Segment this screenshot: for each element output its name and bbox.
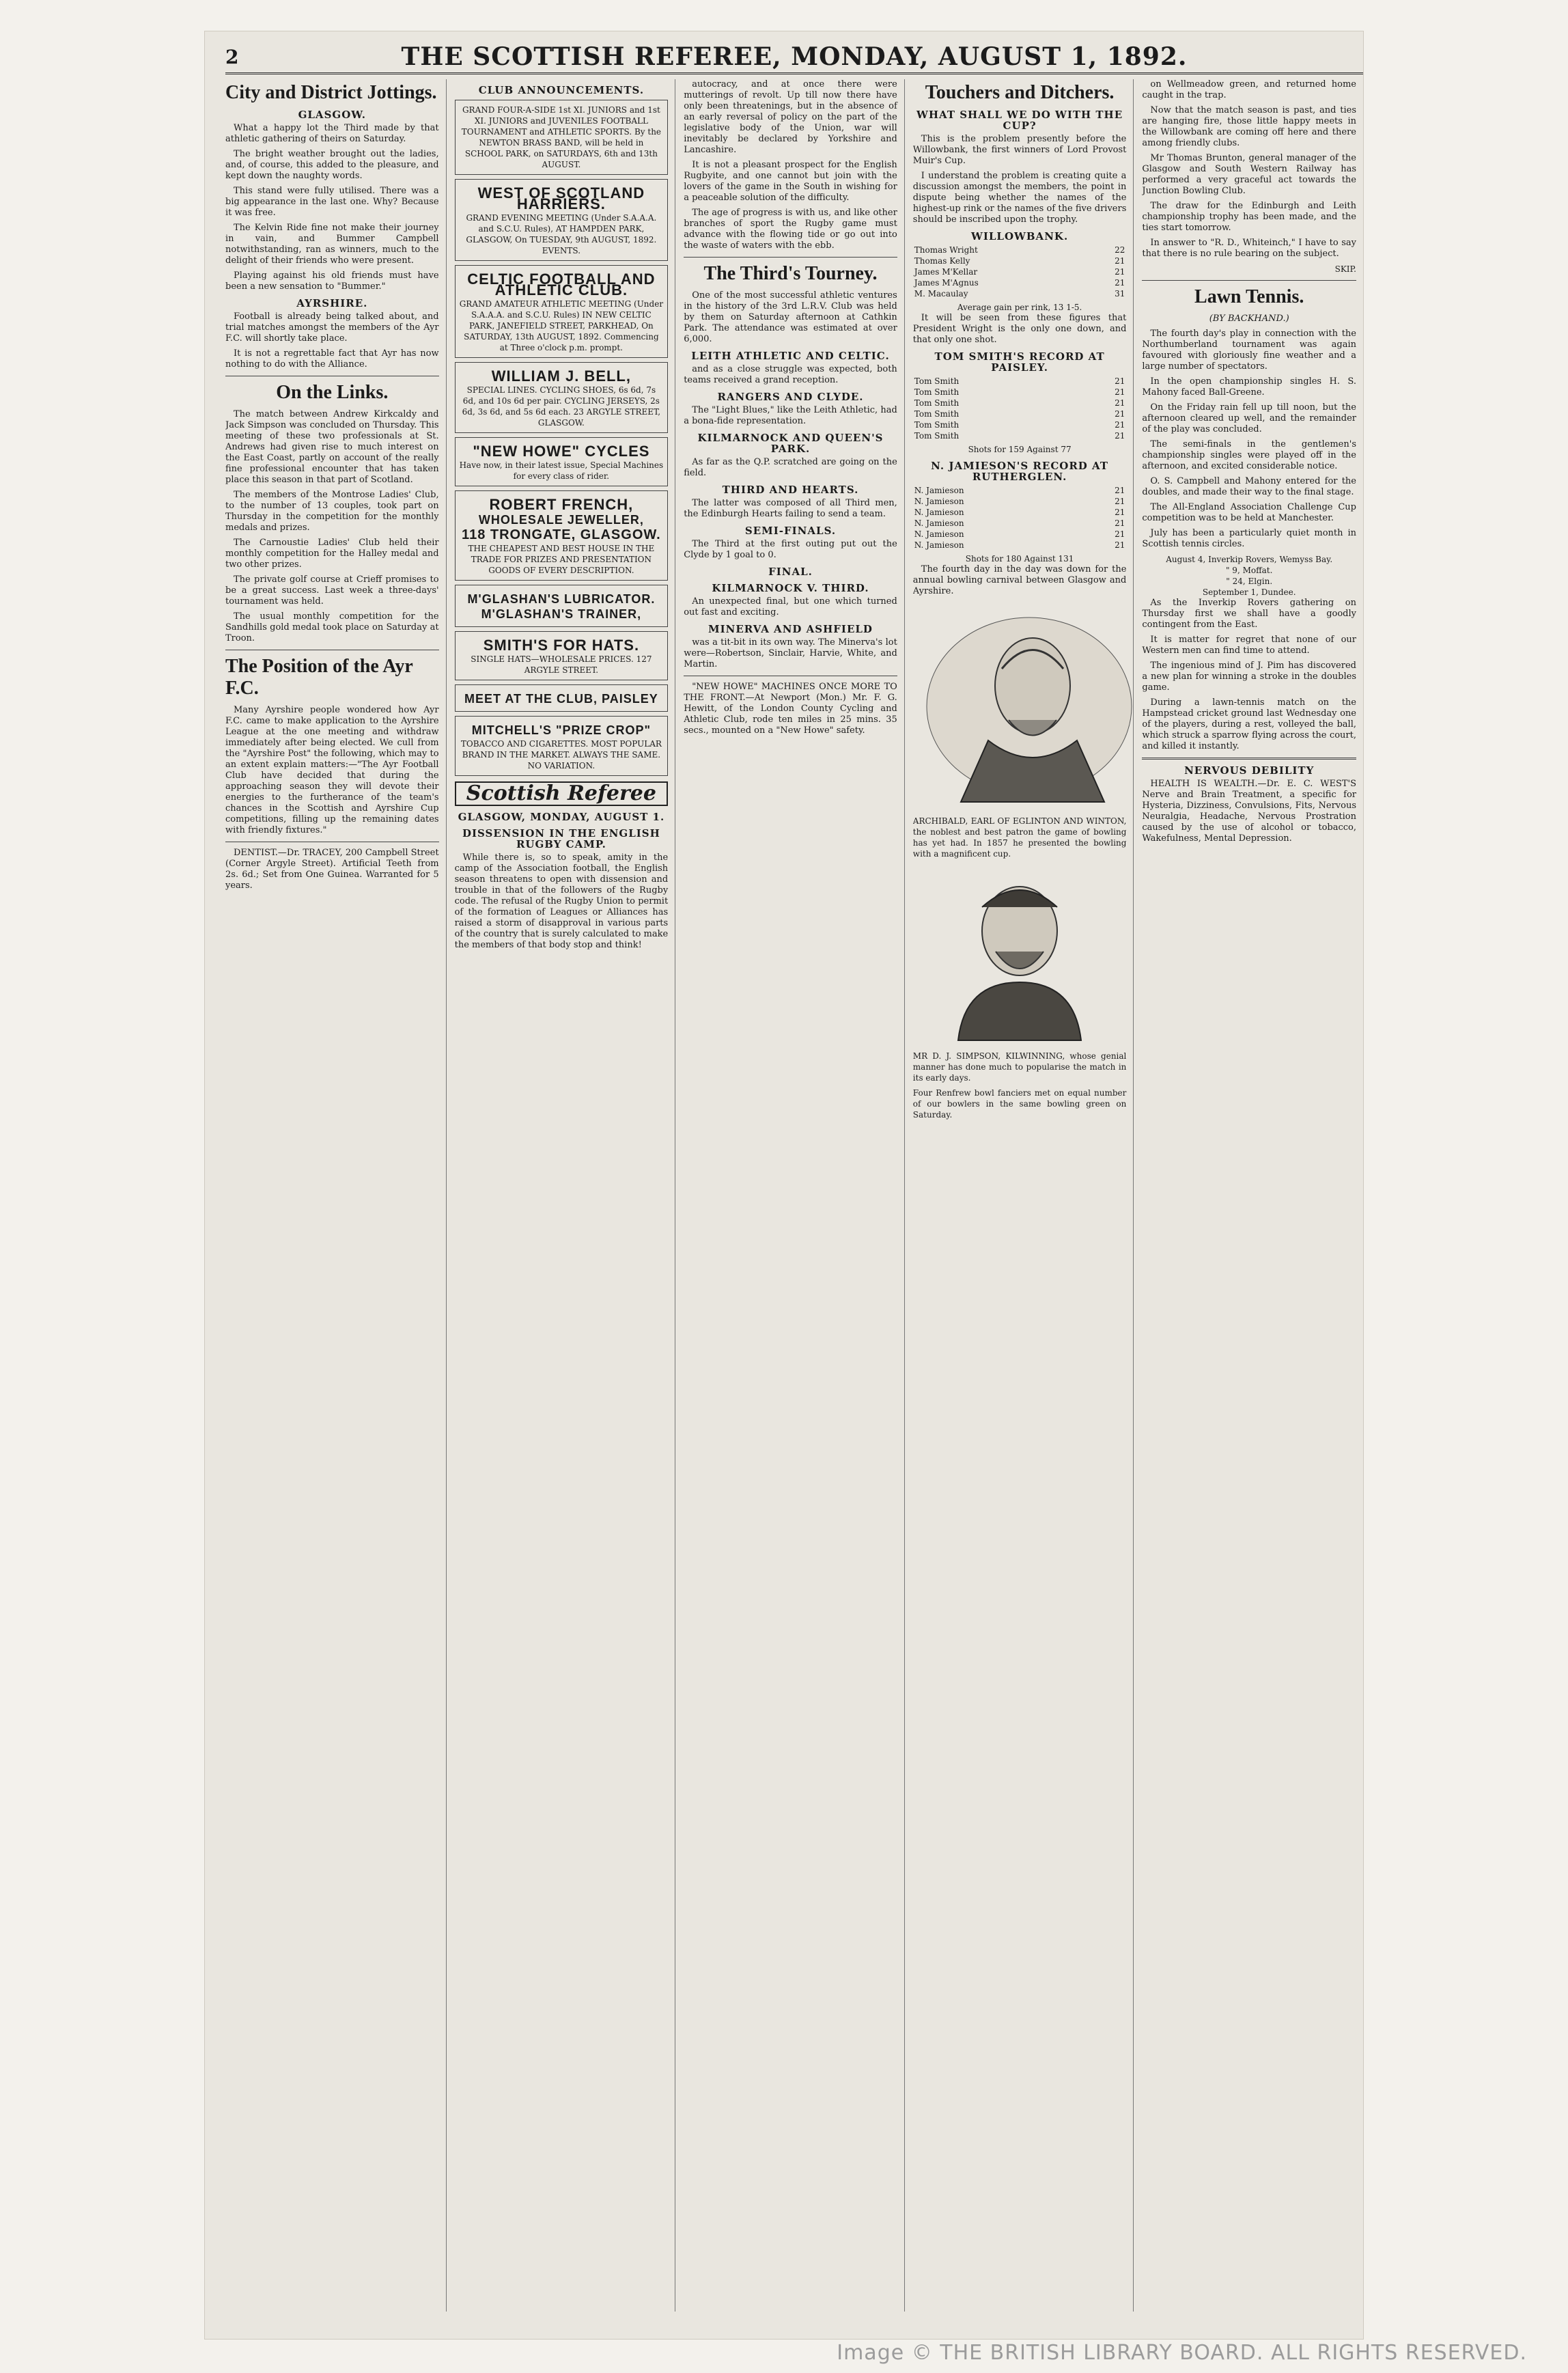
- fixture-list: [1142, 554, 1356, 598]
- divider: [684, 257, 897, 258]
- table-title-tom-smith: TOM SMITH'S RECORD AT PAISLEY.: [934, 350, 1105, 374]
- table-cell-name: M. Macaulay: [914, 289, 968, 299]
- table-cell-score: 31: [1115, 289, 1125, 299]
- table-cell-name: Tom Smith: [914, 387, 960, 397]
- article-paragraph: The private golf course at Crieff promises to be a great success. Last week a three-days' tournament was held.: [225, 574, 439, 607]
- ad-celtic: CELTIC FOOTBALL AND ATHLETIC CLUB. GRAND AMATEUR ATHLETIC MEETING (Under S.A.A.A. and S.C.U. Rules) IN NEW CELTIC PARK, JANEFIELD STREET, PARKHEAD, On SATURDAY, 13th AUGUST, 1892. Commencing at Three o'clock p.m. prompt.: [455, 265, 669, 358]
- table-cell-name: James M'Agnus: [914, 278, 979, 288]
- ad-tournament: GRAND FOUR-A-SIDE 1st XI. JUNIORS and 1st XI. JUNIORS and JUVENILES FOOTBALL TOURNAMENT and ATHLETIC SPORTS. By the NEWTON BRASS BAND, will be held in SCHOOL PARK, on SATURDAYS, 6th and 13th AUGUST.: [455, 100, 669, 175]
- article-paragraph: The "Light Blues," like the Leith Athletic, had a bona-fide representation.: [684, 405, 897, 426]
- article-paragraph: One of the most successful athletic ventures in the history of the 3rd L.R.V. Club was held by them on Saturday afternoon at Cathkin Park. The attendance was estimated at over 6,000.: [684, 290, 897, 344]
- article-paragraph: The ingenious mind of J. Pim has discovered a new plan for winning a stroke in the doubles game.: [1142, 661, 1356, 693]
- table-row: [913, 245, 1127, 255]
- article-paragraph: The usual monthly competition for the Sandhills gold medal took place on Saturday at Troon.: [225, 611, 439, 643]
- subhead-rangers-clyde: RANGERS AND CLYDE.: [717, 391, 864, 403]
- table-row: [913, 507, 1127, 518]
- table-cell-score: 21: [1115, 256, 1125, 266]
- article-paragraph: on Wellmeadow green, and returned home caught in the trap.: [1142, 79, 1356, 100]
- article-paragraph: Playing against his old friends must have been a new sensation to "Bummer.": [225, 270, 439, 292]
- article-paragraph: The age of progress is with us, and like other branches of sport the Rugby game must advance with the flowing tide or go out into the waste of waters with the ebb.: [684, 208, 897, 251]
- ad-harriers: WEST OF SCOTLAND HARRIERS. GRAND EVENING MEETING (Under S.A.A.A. and S.C.U. Rules), AT HAMPDEN PARK, GLASGOW, On TUESDAY, 9th AUGUST, 1892. EVENTS.: [455, 179, 669, 261]
- article-paragraph: Mr Thomas Brunton, general manager of the Glasgow and South Western Railway has performed a very graceful act towards the Junction Bowling Club.: [1142, 153, 1356, 196]
- headline-thirds-tourney: The Third's Tourney.: [703, 263, 878, 284]
- article-paragraph: This stand were fully utilised. There was a big appearance in the last one. Why? Because it was free.: [225, 186, 439, 218]
- masthead: [225, 41, 1363, 74]
- article-paragraph: As far as the Q.P. scratched are going on the field.: [684, 457, 897, 478]
- ad-william-bell: WILLIAM J. BELL, SPECIAL LINES. CYCLING SHOES, 6s 6d, 7s 6d, and 10s 6d per pair. CYCLING JERSEYS, 2s 6d, 3s 6d, and 5s 6d each. 23 ARGYLE STREET, GLASGOW.: [455, 362, 669, 433]
- article-paragraph: Many Ayrshire people wondered how Ayr F.C. came to make application to the Ayrshire League at the one meeting and withdraw immediately after being elected. We cull from the "Ayrshire Post" the following, which may to an extent explain matters:—"The Ayr Football Club have decided that during the approaching season they will devote their energies to the furtherance of the team's chances in the Scottish and Ayrshire Cup competitions, filling up the remaining dates with friendly fixtures.": [225, 705, 439, 835]
- article-paragraph: It is not a regrettable fact that Ayr has now nothing to do with the Alliance.: [225, 348, 439, 370]
- ad-dentist: DENTIST.—Dr. TRACEY, 200 Campbell Street (Corner Argyle Street). Artificial Teeth from 2s. 6d.; Set from One Guinea. Warranted for 5 years.: [225, 848, 439, 891]
- table-cell-name: Thomas Wright: [914, 245, 978, 255]
- willowbank-table: [913, 245, 1127, 299]
- article-paragraph: An unexpected final, but one which turned out fast and exciting.: [684, 596, 897, 617]
- club-announcements-title: CLUB ANNOUNCEMENTS.: [478, 84, 645, 96]
- signature: SKIP.: [1334, 264, 1356, 274]
- table-cell-name: Tom Smith: [914, 420, 960, 430]
- table-row: [913, 387, 1127, 398]
- ad-meet-club: MEET AT THE CLUB, PAISLEY: [455, 684, 669, 712]
- newspaper-title: THE SCOTTISH REFEREE, MONDAY, AUGUST 1, 1892.: [401, 42, 1188, 71]
- article-paragraph: was a tit-bit in its own way. The Minerva's lot were—Robertson, Sinclair, Harvie, White, and Martin.: [684, 637, 897, 669]
- table-cell-score: 21: [1115, 486, 1125, 495]
- table-cell-score: 21: [1115, 431, 1125, 441]
- table-cell-name: Tom Smith: [914, 398, 960, 408]
- copyright-watermark: Image © THE BRITISH LIBRARY BOARD. ALL RIGHTS RESERVED.: [837, 2340, 1527, 2365]
- tom-smith-table: [913, 376, 1127, 441]
- article-paragraph: The fourth day in the day was down for the annual bowling carnival between Glasgow and Ayrshire.: [912, 564, 1127, 596]
- article-paragraph: This is the problem presently before the Willowbank, the first winners of Lord Provost Muir's Cup.: [912, 134, 1127, 166]
- table-cell-score: 22: [1115, 245, 1125, 255]
- article-paragraph: O. S. Campbell and Mahony entered for the doubles, and made their way to the final stage.: [1142, 476, 1356, 497]
- table-cell-name: N. Jamieson: [914, 497, 964, 506]
- list-item: " 24, Elgin.: [1226, 577, 1273, 586]
- table-row: [913, 408, 1127, 419]
- headline-ayr-fc: The Position of the Ayr F.C.: [225, 656, 413, 699]
- article-paragraph: The match between Andrew Kirkcaldy and Jack Simpson was concluded on Thursday. This meeting of these two professionals at St. Andrews had given rise to much interest on the East Coast, partly on account of the really fine professional encounter that has taken place this season in that part of Scotland.: [225, 409, 439, 485]
- table-cell-name: N. Jamieson: [914, 540, 964, 550]
- column-2: [455, 79, 676, 2312]
- table-cell-score: 21: [1115, 420, 1125, 430]
- article-paragraph: autocracy, and at once there were mutterings of revolt. Up till now there have only been threatenings, but in the absence of an early reversal of policy on the part of the legislative body of the Union, war will inevitably be declared by Yorkshire and Lancashire.: [684, 79, 897, 155]
- table-cell-score: 21: [1115, 508, 1125, 517]
- article-paragraph: The Kelvin Ride fine not make their journey in vain, and Bummer Campbell notwithstanding, ran as winners, much to the delight of their friends who were present.: [225, 223, 439, 266]
- article-paragraph: HEALTH IS WEALTH.—Dr. E. C. WEST'S Nerve and Brain Treatment, a specific for Hysteria, Dizziness, Convulsions, Fits, Nervous Neuralgia, Headache, Nervous Prostration caused by the use of alcohol or tobacco, Wakefulness, Mental Depression.: [1142, 779, 1356, 844]
- table-row: [913, 540, 1127, 551]
- table-note: Shots for 180 Against 131: [965, 554, 1074, 564]
- subhead-kilmarnock-third: KILMARNOCK V. THIRD.: [712, 582, 869, 594]
- subhead-ayrshire: AYRSHIRE.: [296, 297, 368, 309]
- ad-mglashan: M'GLASHAN'S LUBRICATOR. M'GLASHAN'S TRAINER,: [455, 585, 669, 627]
- headline-on-the-links: On the Links.: [276, 382, 389, 403]
- article-paragraph: It is not a pleasant prospect for the English Rugbyite, and one cannot but join with the lovers of the game in the South in wishing for a peaceable solution of the difficulty.: [684, 160, 897, 203]
- ad-mitchells: MITCHELL'S "PRIZE CROP" TOBACCO AND CIGARETTES. MOST POPULAR BRAND IN THE MARKET. ALWAYS THE SAME. NO VARIATION.: [455, 716, 669, 776]
- article-paragraph: As the Inverkip Rovers gathering on Thursday first we shall have a goodly contingent from the East.: [1142, 598, 1356, 630]
- portrait-caption: Four Renfrew bowl fanciers met on equal number of our bowlers in the same bowling green on Saturday.: [912, 1088, 1127, 1120]
- table-row: [913, 430, 1127, 441]
- list-item: " 9, Moffat.: [1225, 566, 1273, 575]
- table-row: [913, 419, 1127, 430]
- article-paragraph: The bright weather brought out the ladies, and, of course, this added to the pleasure, and kept down the naughty words.: [225, 149, 439, 181]
- table-cell-name: Tom Smith: [914, 409, 960, 419]
- ad-robert-french: ROBERT FRENCH, WHOLESALE JEWELLER, 118 TRONGATE, GLASGOW. THE CHEAPEST AND BEST HOUSE IN THE TRADE FOR PRIZES AND PRESENTATION GOODS OF EVERY DESCRIPTION.: [455, 490, 669, 581]
- table-note: Shots for 159 Against 77: [968, 445, 1072, 454]
- portrait-caption: MR D. J. SIMPSON, KILWINNING, whose genial manner has done much to popularise the match in its early days.: [912, 1051, 1127, 1083]
- table-row: [913, 496, 1127, 507]
- list-item: August 4, Inverkip Rovers, Wemyss Bay.: [1166, 555, 1333, 564]
- ad-smiths-hats: SMITH'S FOR HATS. SINGLE HATS—WHOLESALE PRICES. 127 ARGYLE STREET.: [455, 631, 669, 680]
- ad-new-howe: "NEW HOWE" CYCLES Have now, in their latest issue, Special Machines for every class of rider.: [455, 437, 669, 486]
- article-paragraph: During a lawn-tennis match on the Hampstead cricket ground last Wednesday one of the players, during a rest, volleyed the ball, which struck a sparrow flying across the court, and killed it instantly.: [1142, 697, 1356, 751]
- dateline: GLASGOW, MONDAY, AUGUST 1.: [458, 811, 665, 823]
- subhead-third-hearts: THIRD AND HEARTS.: [722, 484, 859, 496]
- table-cell-score: 21: [1115, 409, 1125, 419]
- subhead-glasgow: GLASGOW.: [298, 109, 367, 121]
- article-paragraph: and as a close struggle was expected, both teams received a grand reception.: [684, 364, 897, 385]
- table-row: [913, 277, 1127, 288]
- portrait-simpson: [917, 866, 1122, 1044]
- table-title-willowbank: WILLOWBANK.: [971, 230, 1069, 242]
- table-title-jamieson: N. JAMIESON'S RECORD AT RUTHERGLEN.: [931, 460, 1108, 483]
- article-paragraph: The Carnoustie Ladies' Club held their monthly competition for the Halley medal and two other prizes.: [225, 538, 439, 570]
- page-number: 2: [225, 45, 239, 68]
- subhead-final: FINAL.: [768, 566, 813, 578]
- article-paragraph: I understand the problem is creating quite a discussion amongst the members, the point in dispute being whether the names of the highest-up rink or the names of the five drivers should be inscribed upon the trophy.: [912, 171, 1127, 225]
- table-cell-name: Thomas Kelly: [914, 256, 970, 266]
- table-cell-score: 21: [1115, 398, 1125, 408]
- column-4: [913, 79, 1134, 2312]
- subhead-kilmarnock-qp: KILMARNOCK AND QUEEN'S PARK.: [697, 432, 884, 455]
- list-item: September 1, Dundee.: [1202, 587, 1296, 597]
- table-cell-score: 21: [1115, 267, 1125, 277]
- headline-city-district: City and District Jottings.: [225, 82, 437, 103]
- table-cell-score: 21: [1115, 497, 1125, 506]
- column-1: [225, 79, 447, 2312]
- table-cell-name: Tom Smith: [914, 431, 960, 441]
- footer: [0, 2332, 1568, 2373]
- table-cell-name: N. Jamieson: [914, 508, 964, 517]
- column-5: [1142, 79, 1363, 2312]
- table-row: [913, 376, 1127, 387]
- table-row: [913, 529, 1127, 540]
- article-paragraph: The latter was composed of all Third men, the Edinburgh Hearts failing to send a team.: [684, 498, 897, 519]
- article-paragraph: The draw for the Edinburgh and Leith championship trophy has been made, and the ties start tomorrow.: [1142, 201, 1356, 233]
- article-paragraph: The fourth day's play in connection with the Northumberland tournament was again favoured with gloriously fine weather and a large number of spectators.: [1142, 329, 1356, 372]
- scottish-referee-logo: Scottish Referee: [455, 781, 669, 806]
- divider: [1142, 280, 1356, 281]
- article-paragraph: Football is already being talked about, and trial matches amongst the members of the Ayr F.C. will shortly take place.: [225, 311, 439, 344]
- table-cell-score: 21: [1115, 387, 1125, 397]
- table-row: [913, 398, 1127, 408]
- divider: [1142, 758, 1356, 760]
- column-3: [684, 79, 905, 2312]
- subhead-cup: WHAT SHALL WE DO WITH THE CUP?: [916, 109, 1123, 132]
- table-row: [913, 266, 1127, 277]
- table-cell-score: 21: [1115, 529, 1125, 539]
- table-cell-name: Tom Smith: [914, 376, 960, 386]
- headline-dissension: DISSENSION IN THE ENGLISH RUGBY CAMP.: [462, 827, 660, 850]
- jamieson-table: [913, 485, 1127, 551]
- table-cell-score: 21: [1115, 376, 1125, 386]
- table-cell-name: James M'Kellar: [914, 267, 978, 277]
- article-paragraph: It will be seen from these figures that President Wright is the only one down, and that only one shot.: [912, 313, 1127, 345]
- table-row: [913, 518, 1127, 529]
- article-paragraph: "NEW HOWE" MACHINES ONCE MORE TO THE FRONT.—At Newport (Mon.) Mr. F. G. Hewitt, of the London County Cycling and Athletic Club, rode ten miles in 25 mins. 35 secs., mounted on a "New Howe" safety.: [684, 682, 897, 736]
- article-paragraph: The semi-finals in the gentlemen's championship singles were played off in the afternoon, and excited considerable notice.: [1142, 439, 1356, 471]
- table-cell-score: 21: [1115, 540, 1125, 550]
- table-note: Average gain per rink, 13 1-5.: [957, 303, 1082, 312]
- article-paragraph: Now that the match season is past, and ties are hanging fire, those little happy meets in the Willowbank are coming off here and there among friendly clubs.: [1142, 105, 1356, 148]
- headline-lawn-tennis: Lawn Tennis.: [1194, 286, 1304, 307]
- subhead-semi-finals: SEMI-FINALS.: [744, 525, 837, 537]
- article-paragraph: It is matter for regret that none of our Western men can find time to attend.: [1142, 635, 1356, 656]
- portrait-earl-eglinton: [913, 604, 1134, 809]
- article-paragraph: In answer to "R. D., Whiteinch," I have to say that there is no rule bearing on the subject.: [1142, 238, 1356, 259]
- table-row: [913, 288, 1127, 299]
- subhead-leith-celtic: LEITH ATHLETIC AND CELTIC.: [691, 350, 890, 362]
- article-paragraph: On the Friday rain fell up till noon, but the afternoon cleared up well, and the remainder of the play was concluded.: [1142, 402, 1356, 434]
- table-cell-name: N. Jamieson: [914, 486, 964, 495]
- table-cell-name: N. Jamieson: [914, 529, 964, 539]
- article-paragraph: In the open championship singles H. S. Mahony faced Ball-Greene.: [1142, 376, 1356, 398]
- article-paragraph: What a happy lot the Third made by that athletic gathering of theirs on Saturday.: [225, 123, 439, 144]
- portrait-caption: ARCHIBALD, EARL OF EGLINTON AND WINTON, the noblest and best patron the game of bowling has yet had. In 1857 he presented the bowling with a magnificent cup.: [912, 816, 1127, 859]
- table-row: [913, 485, 1127, 496]
- columns: [225, 79, 1363, 2312]
- headline-touchers-ditchers: Touchers and Ditchers.: [925, 82, 1115, 103]
- article-paragraph: The members of the Montrose Ladies' Club, to the number of 13 couples, took part on Thursday in the competition for the monthly medals and prizes.: [225, 490, 439, 533]
- article-paragraph: While there is, so to speak, amity in the camp of the Association football, the English season threatens to open with dissension and trouble in that of the followers of the Rugby code. The refusal of the Rugby Union to permit of the formation of Leagues or Alliances has raised a storm of disapproval in various parts of the country that is surely calculated to make the members of that body stop and think!: [454, 852, 669, 950]
- table-cell-score: 21: [1115, 278, 1125, 288]
- subhead-minerva-ashfield: MINERVA AND ASHFIELD: [708, 623, 873, 635]
- table-cell-name: N. Jamieson: [914, 518, 964, 528]
- subhead-nervous-debility: NERVOUS DEBILITY: [1184, 764, 1315, 777]
- table-cell-score: 21: [1115, 518, 1125, 528]
- byline: (BY BACKHAND.): [1209, 314, 1289, 324]
- article-paragraph: The Third at the first outing put out the Clyde by 1 goal to 0.: [684, 539, 897, 560]
- table-row: [913, 255, 1127, 266]
- article-paragraph: The All-England Association Challenge Cup competition was to be held at Manchester.: [1142, 502, 1356, 523]
- article-paragraph: July has been a particularly quiet month in Scottish tennis circles.: [1142, 528, 1356, 549]
